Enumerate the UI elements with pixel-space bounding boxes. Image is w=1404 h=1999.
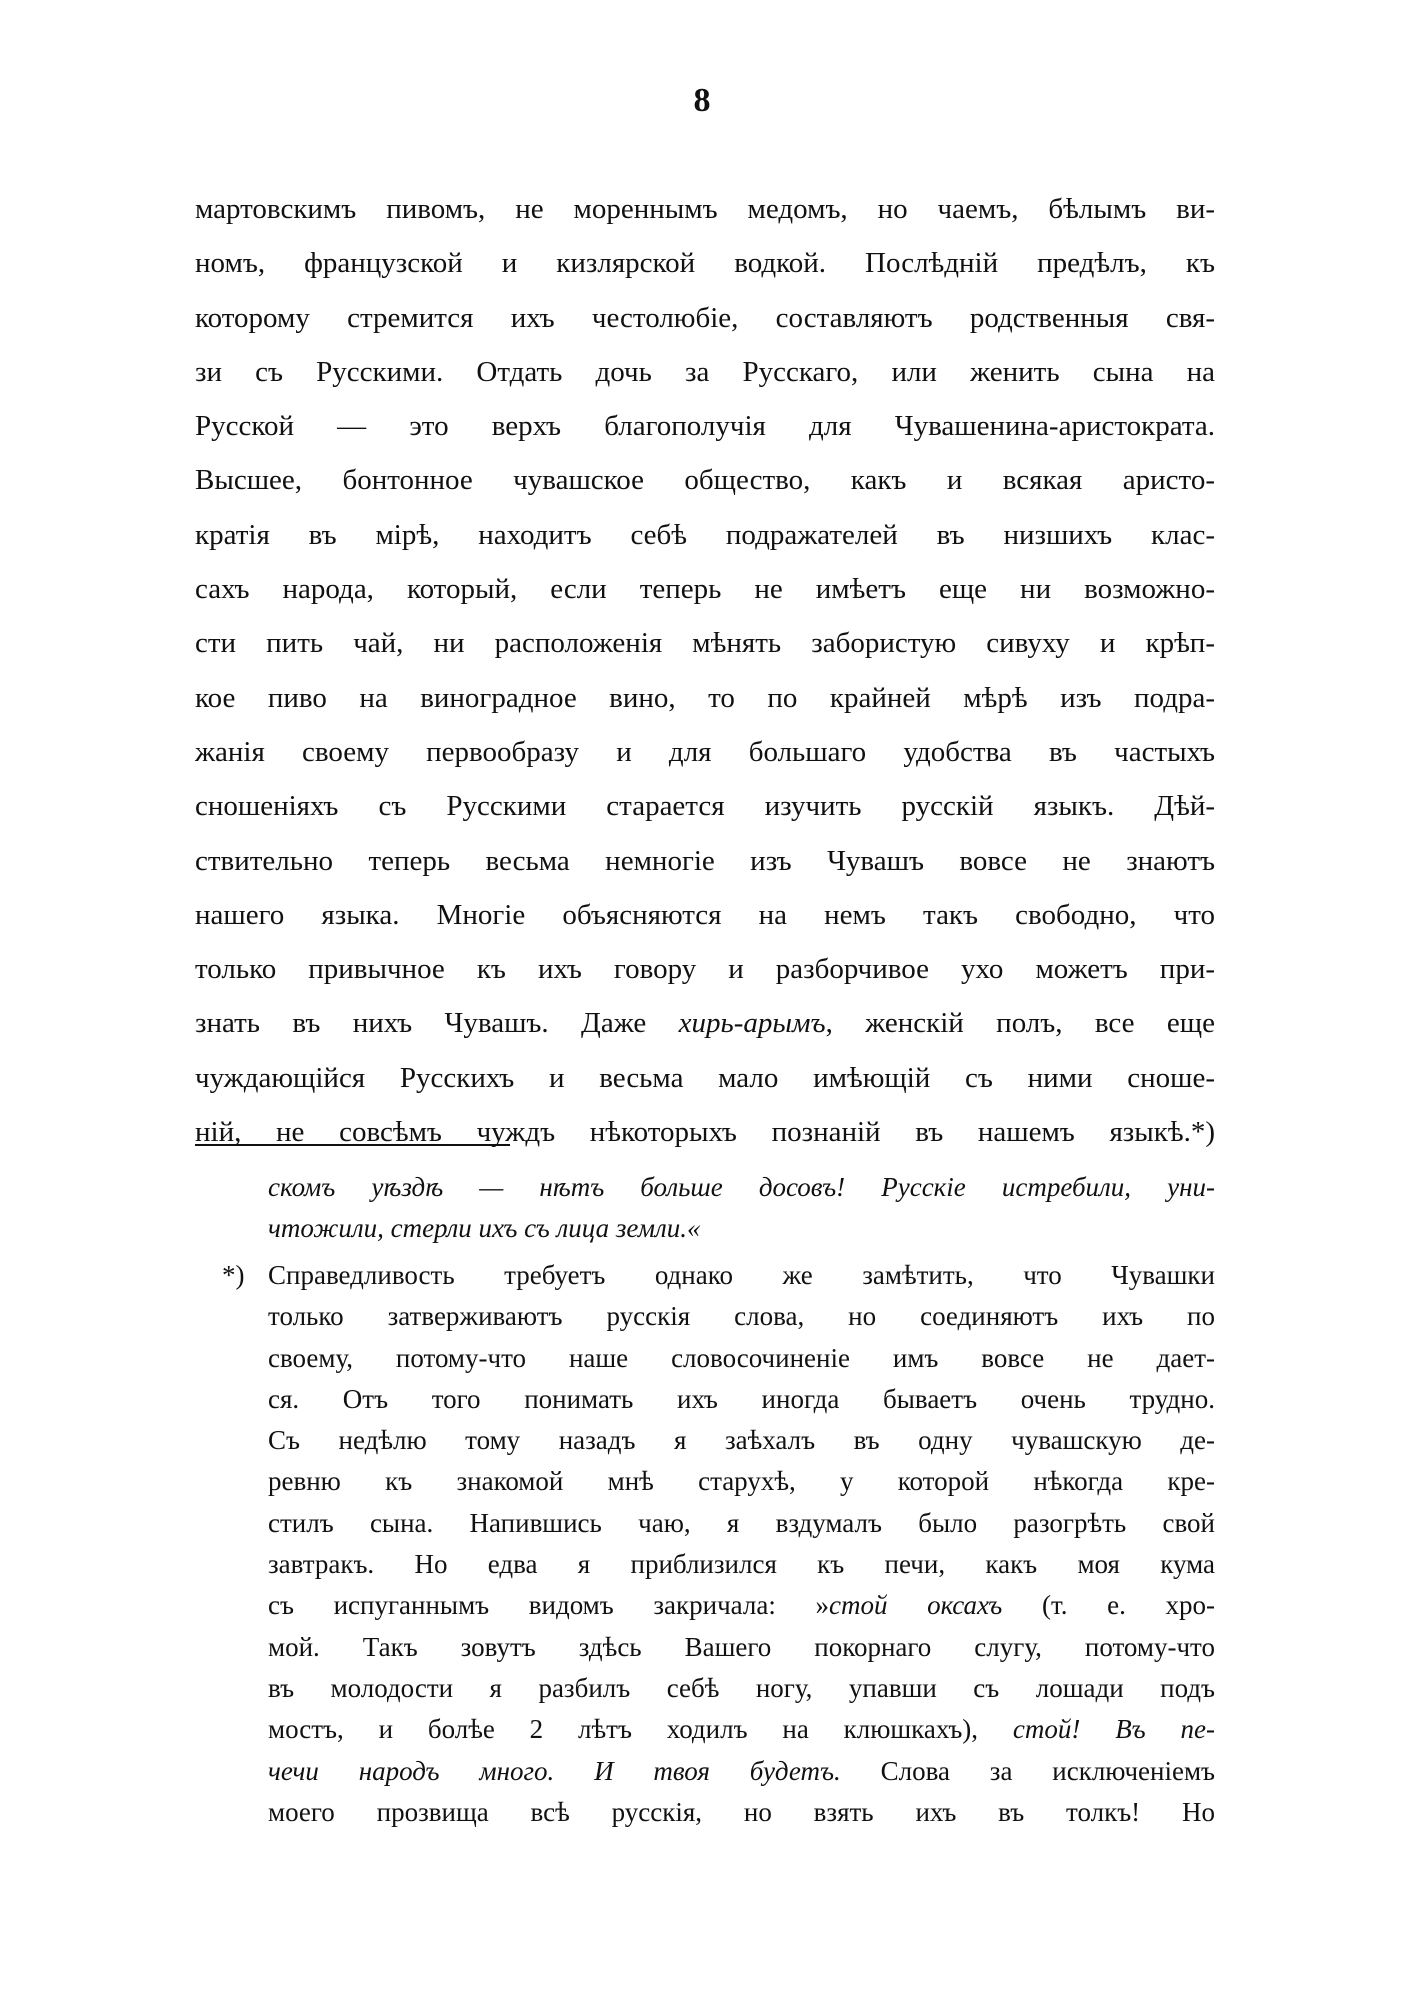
text-run: знать въ нихъ Чувашъ. Даже xyxy=(195,1007,679,1040)
italic-phrase: стой! Въ пе- xyxy=(1012,1714,1215,1745)
text-line: сти пить чай, ни расположенія мѣнять забористую сивуху и крѣп- xyxy=(195,627,1215,660)
text-line: кратія въ мірѣ, находитъ себѣ подражателей въ низшихъ клас- xyxy=(195,518,1215,551)
text-run: съ испуганнымъ видомъ закричала: » xyxy=(268,1590,829,1621)
footnote-line xyxy=(268,1751,1215,1792)
italic-phrase: хирь-арымъ xyxy=(678,1007,826,1040)
italic-phrase: чечи народъ много. И твоя будетъ. xyxy=(268,1755,841,1786)
footnote-continuation xyxy=(268,1167,1215,1249)
text-line: Высшее, бонтонное чувашское общество, какъ и всякая аристо- xyxy=(195,464,1215,497)
text-line: которому стремится ихъ честолюбіе, составляютъ родственныя свя- xyxy=(195,301,1215,334)
footnote-line: завтракъ. Но едва я приблизился къ печи, какъ моя кума xyxy=(268,1549,1215,1580)
footnote-line: мой. Такъ зовутъ здѣсь Вашего покорнаго слугу, потому-что xyxy=(268,1631,1215,1662)
footnote-marker: *) xyxy=(222,1260,245,1290)
footnote-line xyxy=(268,1709,1215,1750)
text-run: (т. е. хро- xyxy=(1002,1590,1215,1621)
text-line: только привычное къ ихъ говору и разборчивое ухо можетъ при- xyxy=(195,953,1215,986)
text-run: , женскій полъ, все еще xyxy=(825,1007,1215,1040)
text-line: мартовскимъ пивомъ, не мореннымъ медомъ, но чаемъ, бѣлымъ ви- xyxy=(195,193,1215,225)
footnote-line xyxy=(268,1585,1215,1626)
main-text xyxy=(195,182,1215,1159)
footnote-body xyxy=(268,1255,1215,1833)
page-number: 8 xyxy=(693,82,711,119)
footnote-line: Съ недѣлю тому назадъ я заѣхалъ въ одну чувашскую де- xyxy=(268,1425,1215,1456)
text-line: номъ, французской и кизлярской водкой. Послѣдній предѣлъ, къ xyxy=(195,247,1215,280)
footnote-line: въ молодости я разбилъ себѣ ногу, упавши съ лошади подъ xyxy=(268,1672,1215,1703)
text-line: кое пиво на виноградное вино, то по крайней мѣрѣ изъ подра- xyxy=(195,681,1215,714)
italic-phrase: стой оксахъ xyxy=(828,1590,1003,1621)
footnote-line: скомъ уѣздѣ — нѣтъ больше досовъ! Русскіе истребили, уни- xyxy=(268,1172,1215,1202)
text-line: сахъ народа, который, если теперь не имѣетъ еще ни возможно- xyxy=(195,573,1215,606)
footnote-line: своему, потому-что наше словосочиненіе имъ вовсе не дает- xyxy=(268,1342,1215,1373)
text-line: нашего языка. Многіе объясняются на немъ такъ свободно, что xyxy=(195,898,1215,931)
text-line xyxy=(195,996,1215,1050)
text-line: Русской — это верхъ благополучія для Чувашенина-аристократа. xyxy=(195,410,1215,443)
footnote-line: Справедливость требуетъ однако же замѣтить, что Чувашки xyxy=(268,1260,1215,1290)
footnote-line: только затверживаютъ русскія слова, но соединяютъ ихъ по xyxy=(268,1301,1215,1332)
text-line: зи съ Русскими. Отдать дочь за Русскаго, или женить сына на xyxy=(195,355,1215,388)
footnote-line: ревню къ знакомой мнѣ старухѣ, у которой нѣкогда кре- xyxy=(268,1466,1215,1497)
text-line: жанія своему первообразу и для большаго удобства въ частыхъ xyxy=(195,735,1215,768)
footnote-line: чтожили, стерли ихъ съ лица земли.« xyxy=(268,1213,701,1243)
footnote-line: стилъ сына. Напившись чаю, я вздумалъ было разогрѣть свой xyxy=(268,1507,1215,1538)
footnote-line: моего прозвища всѣ русскія, но взять ихъ въ толкъ! Но xyxy=(268,1796,1215,1827)
footnote-rule xyxy=(195,1144,510,1146)
text-run: Слова за исключеніемъ xyxy=(840,1755,1215,1786)
text-line: ній, не совсѣмъ чуждъ нѣкоторыхъ познаній въ нашемъ языкѣ.*) xyxy=(195,1116,1215,1149)
text-run: мостъ, и болѣе 2 лѣтъ ходилъ на клюшкахъ), xyxy=(268,1714,1013,1745)
text-line: чуждающійся Русскихъ и весьма мало имѣющій съ ними сноше- xyxy=(195,1061,1215,1094)
text-line: сношеніяхъ съ Русскими старается изучить русскій языкъ. Дѣй- xyxy=(195,790,1215,823)
text-line: ствительно теперь весьма немногіе изъ Чувашъ вовсе не знаютъ xyxy=(195,844,1215,877)
footnote-line: ся. Отъ того понимать ихъ иногда бываетъ очень трудно. xyxy=(268,1383,1215,1414)
